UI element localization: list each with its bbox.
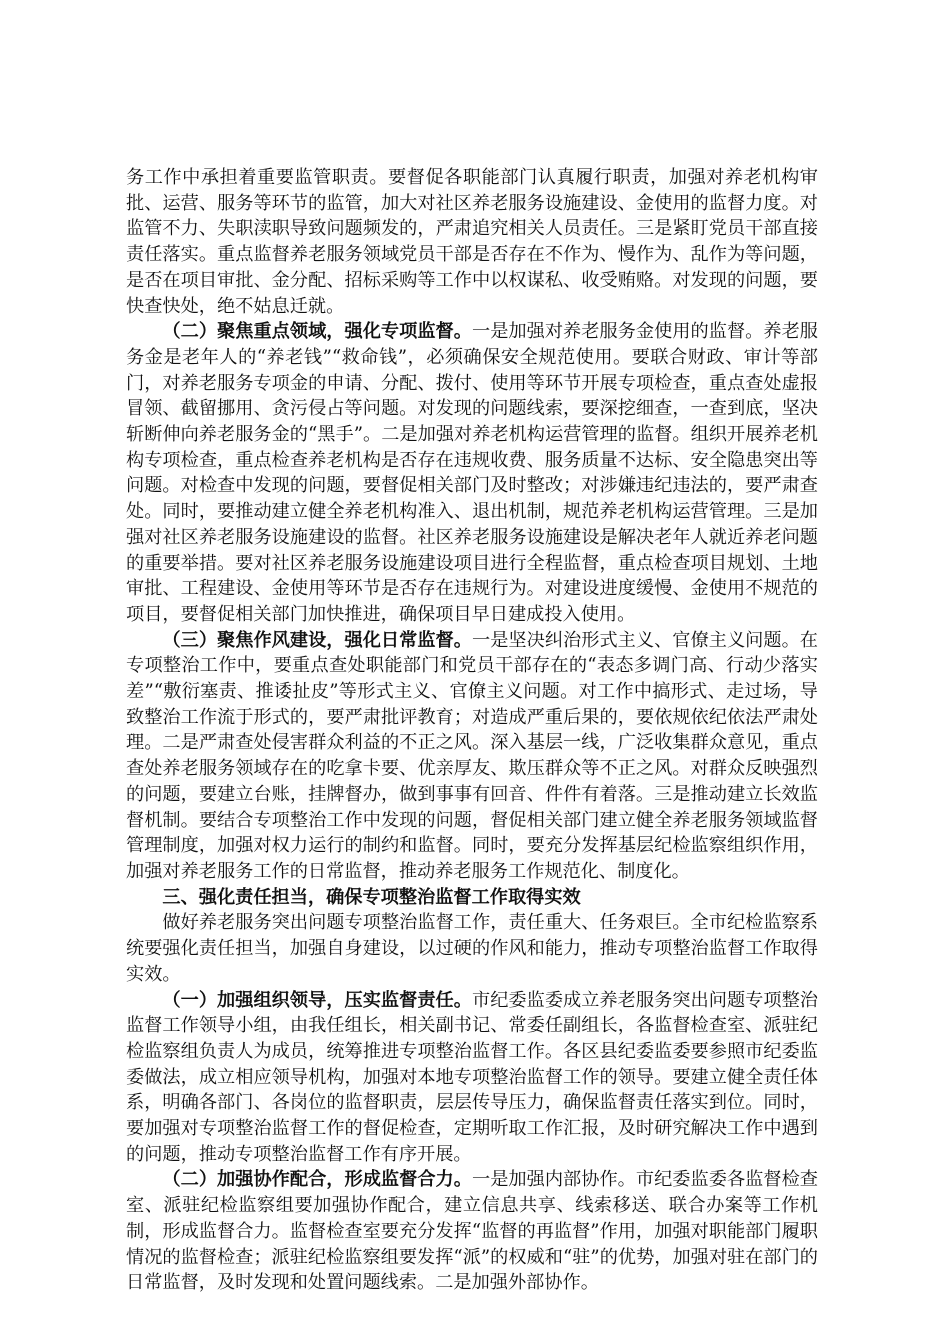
- paragraph-intro: [126, 910, 818, 987]
- paragraph-lead: （二）聚焦重点领域，强化专项监督。: [162, 321, 472, 343]
- paragraph-text: 做好养老服务突出问题专项整治监督工作，责任重大、任务艰巨。全市纪检监察系统要强化责任担当，加强自身建设，以过硬的作风和能力，推动专项整治监督工作取得实效。: [126, 912, 818, 985]
- paragraph-subsection-2: [126, 1167, 818, 1296]
- paragraph-text: 一是加强内部协作。市纪委监委各监督检查室、派驻纪检监察组要加强协作配合，建立信息共享、线索移送、联合办案等工作机制，形成监督合力。监督检查室要充分发挥“监督的再监督”作用，加强对职能部门履职情况的监督检查；派驻纪检监察组要发挥“派”的权威和“驻”的优势，加强对驻在部门的日常监督，及时发现和处置问题线索。二是加强外部协作。: [126, 1169, 818, 1294]
- paragraph-lead: （二）加强协作配合，形成监督合力。: [162, 1169, 472, 1191]
- paragraph-continuation: [126, 165, 818, 319]
- paragraph-lead: （一）加强组织领导，压实监督责任。: [162, 989, 472, 1011]
- paragraph-text: 一是坚决纠治形式主义、官僚主义问题。在专项整治工作中，要重点查处职能部门和党员干部存在的“表态多调门高、行动少落实差”“敷衍塞责、推诿扯皮”等形式主义、官僚主义问题。对工作中搞形式、走过场，导致整治工作流于形式的，要严肃批评教育；对造成严重后果的，要依规依纪依法严肃处理。二是严肃查处侵害群众利益的不正之风。深入基层一线，广泛收集群众意见，重点查处养老服务领域存在的吃拿卡要、优亲厚友、欺压群众等不正之风。对群众反映强烈的问题，要建立台账，挂牌督办，做到事事有回音、件件有着落。三是推动建立长效监督机制。要结合专项整治工作中发现的问题，督促相关部门建立健全养老服务领域监督管理制度，加强对权力运行的制约和监督。同时，要充分发挥基层纪检监察组织作用，加强对养老服务工作的日常监督，推动养老服务工作规范化、制度化。: [126, 629, 818, 882]
- paragraph-subsection-1: [126, 988, 818, 1168]
- document-body: [126, 165, 818, 1296]
- section-heading: 三、强化责任担当，确保专项整治监督工作取得实效: [162, 886, 581, 908]
- paragraph-lead: （三）聚焦作风建设，强化日常监督。: [162, 629, 472, 651]
- paragraph-text: 务工作中承担着重要监管职责。要督促各职能部门认真履行职责，加强对养老机构审批、运营、服务等环节的监管，加大对社区养老服务设施建设、金使用的监督力度。对监管不力、失职渎职导致问题频发的，严肃追究相关人员责任。三是紧盯党员干部直接责任落实。重点监督养老服务领域党员干部是否存在不作为、慢作为、乱作为等问题，是否在项目审批、金分配、招标采购等工作中以权谋私、收受贿赂。对发现的问题，要快查快处，绝不姑息迁就。: [126, 167, 818, 317]
- paragraph-text: 市纪委监委成立养老服务突出问题专项整治监督工作领导小组，由我任组长，相关副书记、常委任副组长，各监督检查室、派驻纪检监察组负责人为成员，统筹推进专项整治监督工作。各区县纪委监委要参照市纪委监委做法，成立相应领导机构，加强对本地专项整治监督工作的领导。要建立健全责任体系，明确各部门、各岗位的监督职责，层层传导压力，确保监督责任落实到位。同时，要加强对专项整治监督工作的督促检查，定期听取工作汇报，及时研究解决工作中遇到的问题，推动专项整治监督工作有序开展。: [126, 989, 818, 1165]
- paragraph-section-2: [126, 319, 818, 627]
- paragraph-section-3: [126, 628, 818, 885]
- paragraph-text: 一是加强对养老服务金使用的监督。养老服务金是老年人的“养老钱”“救命钱”，必须确保安全规范使用。要联合财政、审计等部门，对养老服务专项金的申请、分配、拨付、使用等环节开展专项检查，重点查处虚报冒领、截留挪用、贪污侵占等问题。对发现的问题线索，要深挖细查，一查到底，坚决斩断伸向养老服务金的“黑手”。二是加强对养老机构运营管理的监督。组织开展养老机构专项检查，重点检查养老机构是否存在违规收费、服务质量不达标、安全隐患突出等问题。对检查中发现的问题，要督促相关部门及时整改；对涉嫌违纪违法的，要严肃查处。同时，要推动建立健全养老机构准入、退出机制，规范养老机构运营管理。三是加强对社区养老服务设施建设的监督。社区养老服务设施建设是解决老年人就近养老问题的重要举措。要对社区养老服务设施建设项目进行全程监督，重点检查项目规划、土地审批、工程建设、金使用等环节是否存在违规行为。对建设进度缓慢、金使用不规范的项目，要督促相关部门加快推进，确保项目早日建成投入使用。: [126, 321, 818, 625]
